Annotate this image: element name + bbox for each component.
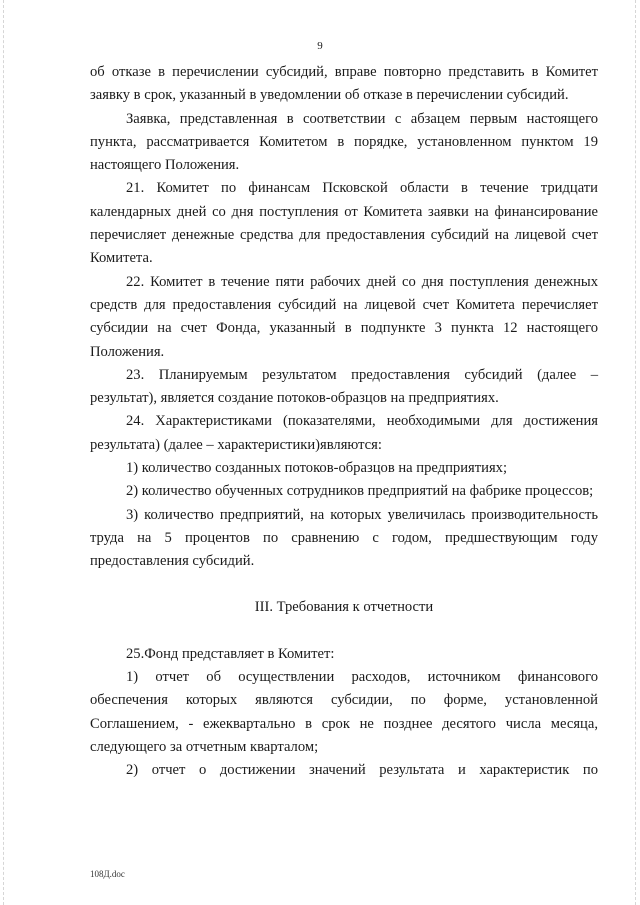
paragraph-item-25: 25.Фонд представляет в Комитет: (126, 645, 335, 662)
paragraph-refusal-continuation: об отказе в перечислении субсидий, вправе повторно представить в Комитет заявку в срок, указанный в уведомлении об отказе в перечислении субсидий. (90, 64, 598, 104)
footer-filename: 108Д.doc (90, 869, 125, 879)
section-heading: III. Требования к отчетности (254, 598, 434, 615)
page-number: 9 (317, 40, 323, 52)
list-item-25-1: 1) отчет об осуществлении расходов, источником финансового обеспечения которых являются субсидии, по форме, установленной Соглашением, - ежеквартально в срок не позднее десятого числа месяца, следующего за отчетным кварталом; (90, 669, 598, 756)
paragraph-item-24: 24. Характеристиками (показателями, необходимыми для достижения результата) (далее – характеристики)являются: (90, 413, 598, 453)
list-item-25-2: 2) отчет о достижении значений результата и характеристик по (126, 762, 598, 779)
paragraph-item-22: 22. Комитет в течение пяти рабочих дней со дня поступления денежных средств для предоставления субсидий на лицевой счет Комитета перечисляет субсидии на счет Фонда, указанный в подпункте 3 пункта 12 настоящего Положения. (90, 273, 598, 360)
paragraph-application-review: Заявка, представленная в соответствии с абзацем первым настоящего пункта, рассматривается Комитетом в порядке, установленном пунктом 19 настоящего Положения. (90, 110, 598, 174)
scan-edge-left (3, 0, 5, 905)
list-item-3: 3) количество предприятий, на которых увеличилась производительность труда на 5 процентов по сравнению с годом, предшествующим году предоставления субсидий. (90, 506, 598, 570)
list-item-1: 1) количество созданных потоков-образцов на предприятиях; (126, 460, 508, 477)
list-item-2: 2) количество обученных сотрудников предприятий на фабрике процессов; (126, 483, 594, 500)
scan-edge-right (635, 0, 637, 905)
paragraph-item-23: 23. Планируемым результатом предоставления субсидий (далее – результат), является создание потоков-образцов на предприятиях. (90, 366, 598, 407)
paragraph-item-21: 21. Комитет по финансам Псковской области в течение тридцати календарных дней со дня поступления от Комитета заявки на финансирование перечисляет денежные средства для предоставления субсидий на лицевой счет Комитета. (90, 180, 598, 267)
document-body (90, 61, 598, 783)
